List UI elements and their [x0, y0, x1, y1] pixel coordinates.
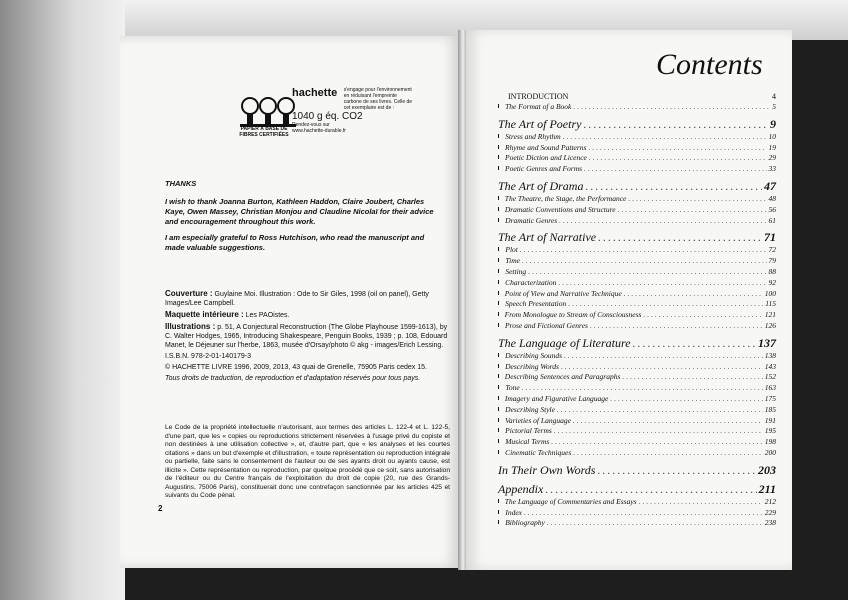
toc-dots: [583, 117, 768, 132]
toc-item-label: Imagery and Figurative Language: [504, 393, 609, 403]
toc-dots: [522, 256, 767, 265]
toc-dots: [528, 267, 766, 276]
toc-section-label: The Art of Poetry: [498, 116, 582, 131]
toc-section: [498, 117, 776, 132]
toc-dots: [597, 463, 756, 478]
maquette-key: Maquette intérieure :: [165, 310, 244, 319]
toc-item-label: Time: [505, 256, 520, 266]
toc-dots: [590, 321, 763, 330]
toc-item: [498, 256, 776, 267]
bullet-icon: [498, 510, 499, 514]
toc-item-label: Point of View and Narrative Technique: [504, 288, 622, 298]
bullet-icon: [498, 196, 499, 200]
thanks-title: THANKS: [165, 179, 197, 188]
toc-section-label: In Their Own Words: [498, 462, 596, 477]
toc-dots: [558, 278, 766, 287]
toc-item-page: 29: [768, 153, 776, 163]
toc-item-label: Cinematic Techniques: [505, 447, 572, 457]
toc-item-page: 79: [768, 256, 776, 266]
toc-dots: [554, 426, 763, 435]
toc-dots: [633, 336, 756, 351]
toc-dots: [547, 518, 763, 527]
toc-item-label: The Theatre, the Stage, the Performance: [504, 193, 627, 203]
toc-item: [498, 405, 776, 416]
illustrations-value: p. 51, A Conjectural Reconstruction (The Globe Playhouse 1599-1613), by C. Walter Hodges, 1965, Introducing Shakespeare, Penguin Books, 1939 ; p. 108, Edouard Manet, le Déjeuner sur l'herbe, 1863, musée d'Orsay/photo © akg - images/Erich Lessing.: [165, 324, 448, 349]
toc-section-page: 137: [758, 335, 776, 350]
toc-section-page: 211: [758, 481, 776, 496]
toc-item-label: Describing Sounds: [505, 350, 562, 360]
toc-dots: [564, 351, 763, 360]
bullet-icon: [498, 269, 499, 273]
hachette-brand: hachette: [292, 87, 338, 99]
toc-item: [498, 153, 776, 164]
toc-item: [498, 394, 776, 405]
bullet-icon: [498, 218, 499, 222]
toc-dots: [639, 497, 763, 506]
toc-item-page: 143: [764, 361, 776, 371]
toc-section-page: 47: [764, 178, 776, 193]
toc-item-page: 212: [764, 496, 776, 506]
toc-item-page: 229: [764, 507, 776, 517]
toc-item-label: Characterization: [505, 277, 557, 287]
toc-item-page: 238: [764, 518, 776, 528]
toc-item-label: Describing Words: [505, 361, 559, 371]
bullet-icon: [498, 499, 499, 503]
toc-item: [498, 448, 776, 459]
bullet-icon: [498, 291, 499, 295]
toc-item-label: From Monologue to Stream of Consciousness: [504, 310, 642, 320]
bullet-icon: [498, 312, 499, 316]
toc-section: [498, 179, 776, 194]
toc-item: [498, 383, 776, 394]
toc-item-label: Poetic Genres and Forms: [505, 164, 583, 174]
toc-item-page: 61: [768, 215, 776, 225]
bullet-icon: [498, 450, 499, 454]
toc-item-label: Musical Terms: [505, 437, 550, 447]
toc-section: [498, 482, 776, 497]
toc-item: [498, 102, 776, 113]
toc-dots: [522, 383, 763, 392]
toc-dots: [545, 482, 756, 497]
trees-logo-icon: [238, 96, 298, 128]
toc-dots: [573, 102, 770, 111]
table-of-contents: [498, 92, 776, 529]
toc-item: [498, 278, 776, 289]
thanks-paragraph-1: I wish to thank Joanna Burton, Kathleen Haddon, Claire Joubert, Charles Kaye, Owen Massey, Christian Monjou and Claudine Nicolaï for their advice and encouragement throughout this work.: [165, 197, 434, 226]
bullet-icon: [498, 280, 499, 284]
toc-section: [498, 230, 776, 245]
toc-dots: [584, 164, 766, 173]
toc-item-label: Prose and Fictional Genres: [504, 320, 588, 330]
toc-item-page: 48: [768, 193, 776, 203]
toc-section-page: 9: [770, 116, 776, 131]
toc-item-label: Bibliography: [505, 518, 545, 528]
bullet-icon: [498, 134, 499, 138]
toc-item-page: 92: [768, 277, 776, 287]
toc-item-page: 138: [764, 350, 776, 360]
bullet-icon: [498, 428, 499, 432]
toc-item-label: Describing Sentences and Paragraphs: [504, 372, 621, 382]
toc-item-page: 163: [764, 383, 776, 393]
toc-dots: [610, 394, 762, 403]
toc-dots: [557, 405, 763, 414]
toc-item-label: Setting: [505, 266, 527, 276]
isbn: I.S.B.N. 978-2-01-140179-3: [165, 353, 251, 360]
rights-notice: Tous droits de traduction, de reproduction et d'adaptation réservés pour tous pays.: [165, 375, 421, 382]
toc-item: [498, 426, 776, 437]
toc-section: [498, 463, 776, 478]
bullet-icon: [498, 301, 499, 305]
toc-item: [498, 518, 776, 529]
toc-section-label: The Art of Drama: [498, 178, 584, 193]
toc-item-label: Index: [505, 507, 522, 517]
scan-background-left: [0, 0, 125, 600]
toc-dots: [573, 448, 763, 457]
co2-value: 1040 g éq. CO2: [292, 111, 363, 122]
toc-item-page: 191: [764, 415, 776, 425]
toc-dots: [561, 362, 763, 371]
toc-item-page: 5: [772, 102, 776, 111]
bullet-icon: [498, 385, 499, 389]
toc-item-page: 126: [764, 320, 776, 330]
couverture-key: Couverture :: [165, 289, 213, 298]
toc-dots: [588, 143, 766, 152]
toc-dots: [573, 416, 763, 425]
toc-item: [498, 194, 776, 205]
toc-intro-page: 4: [772, 92, 776, 101]
toc-dots: [563, 132, 767, 141]
toc-item-page: 185: [764, 404, 776, 414]
toc-item-label: Stress and Rhythm: [505, 131, 561, 141]
bullet-icon: [498, 396, 499, 400]
toc-item: [498, 508, 776, 519]
toc-item: [498, 245, 776, 256]
toc-dots: [551, 437, 762, 446]
toc-item-page: 72: [768, 245, 776, 255]
toc-item-label: Plot: [505, 245, 518, 255]
toc-item-label: Describing Style: [505, 404, 555, 414]
bullet-icon: [498, 207, 499, 211]
toc-dots: [568, 299, 763, 308]
bullet-icon: [498, 407, 499, 411]
bullet-icon: [498, 323, 499, 327]
toc-item: [498, 164, 776, 175]
hachette-line-1: Rendez-vous sur: [292, 122, 330, 128]
toc-item-label: The Format of a Book: [505, 102, 572, 111]
legal-notice: Le Code de la propriété intellectuelle n'autorisant, aux termes des articles L. 122-4 et L. 122-5, d'une part, que les « copies ou reproductions strictement réservées à l'usage privé du copiste et non destinées à une utilisation collective », et, d'autre part, que « les analyses et les courtes citations » dans un but d'exemple et d'illustration, « toute représentation ou reproduction intégrale ou partielle, faite sans le consentement de l'auteur ou de ses ayants droit ou ayants cause, est illicite ». Cette représentation ou reproduction, par quelque procédé que ce soit, sans autorisation de l'éditeur ou du Centre français de l'exploitation du droit de copie (20, rue des Grands-Augustins, 75006 Paris), constituerait donc une contrefaçon sanctionnée par les articles 425 et suivants du Code pénal.: [165, 424, 450, 499]
hachette-eco-notice: [292, 87, 452, 134]
toc-item: [498, 310, 776, 321]
toc-intro: [498, 92, 776, 102]
toc-item-page: 175: [764, 393, 776, 403]
toc-dots: [585, 179, 762, 194]
toc-item-page: 115: [765, 299, 776, 309]
toc-item-page: 121: [764, 310, 776, 320]
toc-item: [498, 299, 776, 310]
toc-item-label: Dramatic Conventions and Structure: [504, 204, 616, 214]
illustrations-key: Illustrations :: [165, 322, 216, 331]
toc-item: [498, 205, 776, 216]
paper-certification-label: PAPIER À BASE DE FIBRES CERTIFIÉES: [239, 126, 289, 138]
bullet-icon: [498, 374, 499, 378]
toc-item: [498, 289, 776, 300]
contents-title: Contents: [656, 48, 763, 81]
toc-item-label: Varieties of Language: [505, 415, 571, 425]
hachette-tagline: s'engage pour l'environnement en réduisant l'empreinte carbone de ses livres. Celle de cet exemplaire est de :: [343, 87, 413, 111]
right-page: [466, 30, 792, 570]
credits-block: [165, 289, 450, 385]
toc-item: [498, 132, 776, 143]
toc-item: [498, 216, 776, 227]
toc-item: [498, 372, 776, 383]
toc-item-label: Rhyme and Sound Patterns: [505, 142, 587, 152]
toc-item-page: 10: [768, 131, 776, 141]
toc-item-page: 195: [764, 426, 776, 436]
bullet-icon: [498, 258, 499, 262]
toc-item-page: 19: [768, 142, 776, 152]
maquette-value: Les PAOistes.: [245, 312, 290, 319]
page-number: 2: [158, 504, 163, 513]
toc-item: [498, 351, 776, 362]
toc-section-page: 203: [758, 462, 776, 477]
toc-item-page: 33: [768, 164, 776, 174]
hachette-url: www.hachette-durable.fr: [292, 128, 346, 134]
toc-item-label: Speech Presentation: [505, 299, 567, 309]
toc-item: [498, 362, 776, 373]
toc-item-label: Dramatic Genres: [505, 215, 558, 225]
toc-item-page: 152: [764, 372, 776, 382]
toc-section-label: The Language of Literature: [498, 335, 631, 350]
toc-dots: [589, 153, 767, 162]
toc-dots: [559, 216, 766, 225]
couverture-value: Guylaine Moi. Illustration : Ode to Sir Giles, 1998 (oil on panel), Getty Images/Lee Campbell.: [165, 291, 429, 307]
bullet-icon: [498, 145, 499, 149]
toc-item-page: 200: [764, 447, 776, 457]
toc-item: [498, 416, 776, 427]
left-page: [120, 36, 460, 568]
toc-item: [498, 497, 776, 508]
toc-dots: [643, 310, 762, 319]
toc-item-label: Tone: [505, 383, 520, 393]
toc-dots: [524, 508, 763, 517]
bullet-icon: [498, 439, 499, 443]
toc-dots: [598, 230, 762, 245]
toc-section-label: The Art of Narrative: [498, 230, 597, 245]
toc-item-label: Poetic Diction and Licence: [505, 153, 587, 163]
bullet-icon: [498, 166, 499, 170]
toc-item-page: 88: [768, 266, 776, 276]
toc-item-label: Pictorial Terms: [505, 426, 552, 436]
toc-dots: [618, 205, 767, 214]
bullet-icon: [498, 520, 499, 524]
bullet-icon: [498, 353, 499, 357]
toc-item-page: 198: [764, 437, 776, 447]
bullet-icon: [498, 104, 499, 108]
toc-dots: [520, 245, 767, 254]
toc-item: [498, 267, 776, 278]
toc-item: [498, 437, 776, 448]
toc-intro-label: INTRODUCTION: [508, 92, 569, 101]
toc-dots: [624, 289, 763, 298]
bullet-icon: [498, 418, 499, 422]
toc-item: [498, 321, 776, 332]
copyright: © HACHETTE LIVRE 1996, 2009, 2013, 43 quai de Grenelle, 75905 Paris cedex 15.: [165, 364, 427, 371]
toc-item: [498, 143, 776, 154]
toc-item-label: The Language of Commentaries and Essays: [504, 496, 637, 506]
bullet-icon: [498, 247, 499, 251]
toc-section-label: Appendix: [498, 481, 544, 496]
toc-dots: [628, 194, 766, 203]
toc-item-page: 100: [764, 288, 776, 298]
toc-section-page: 71: [764, 230, 776, 245]
bullet-icon: [498, 364, 499, 368]
toc-dots: [622, 372, 762, 381]
toc-item-page: 56: [768, 204, 776, 214]
bullet-icon: [498, 155, 499, 159]
toc-section: [498, 336, 776, 351]
thanks-paragraph-2: I am especially grateful to Ross Hutchison, who read the manuscript and made valuable suggestions.: [165, 233, 425, 252]
